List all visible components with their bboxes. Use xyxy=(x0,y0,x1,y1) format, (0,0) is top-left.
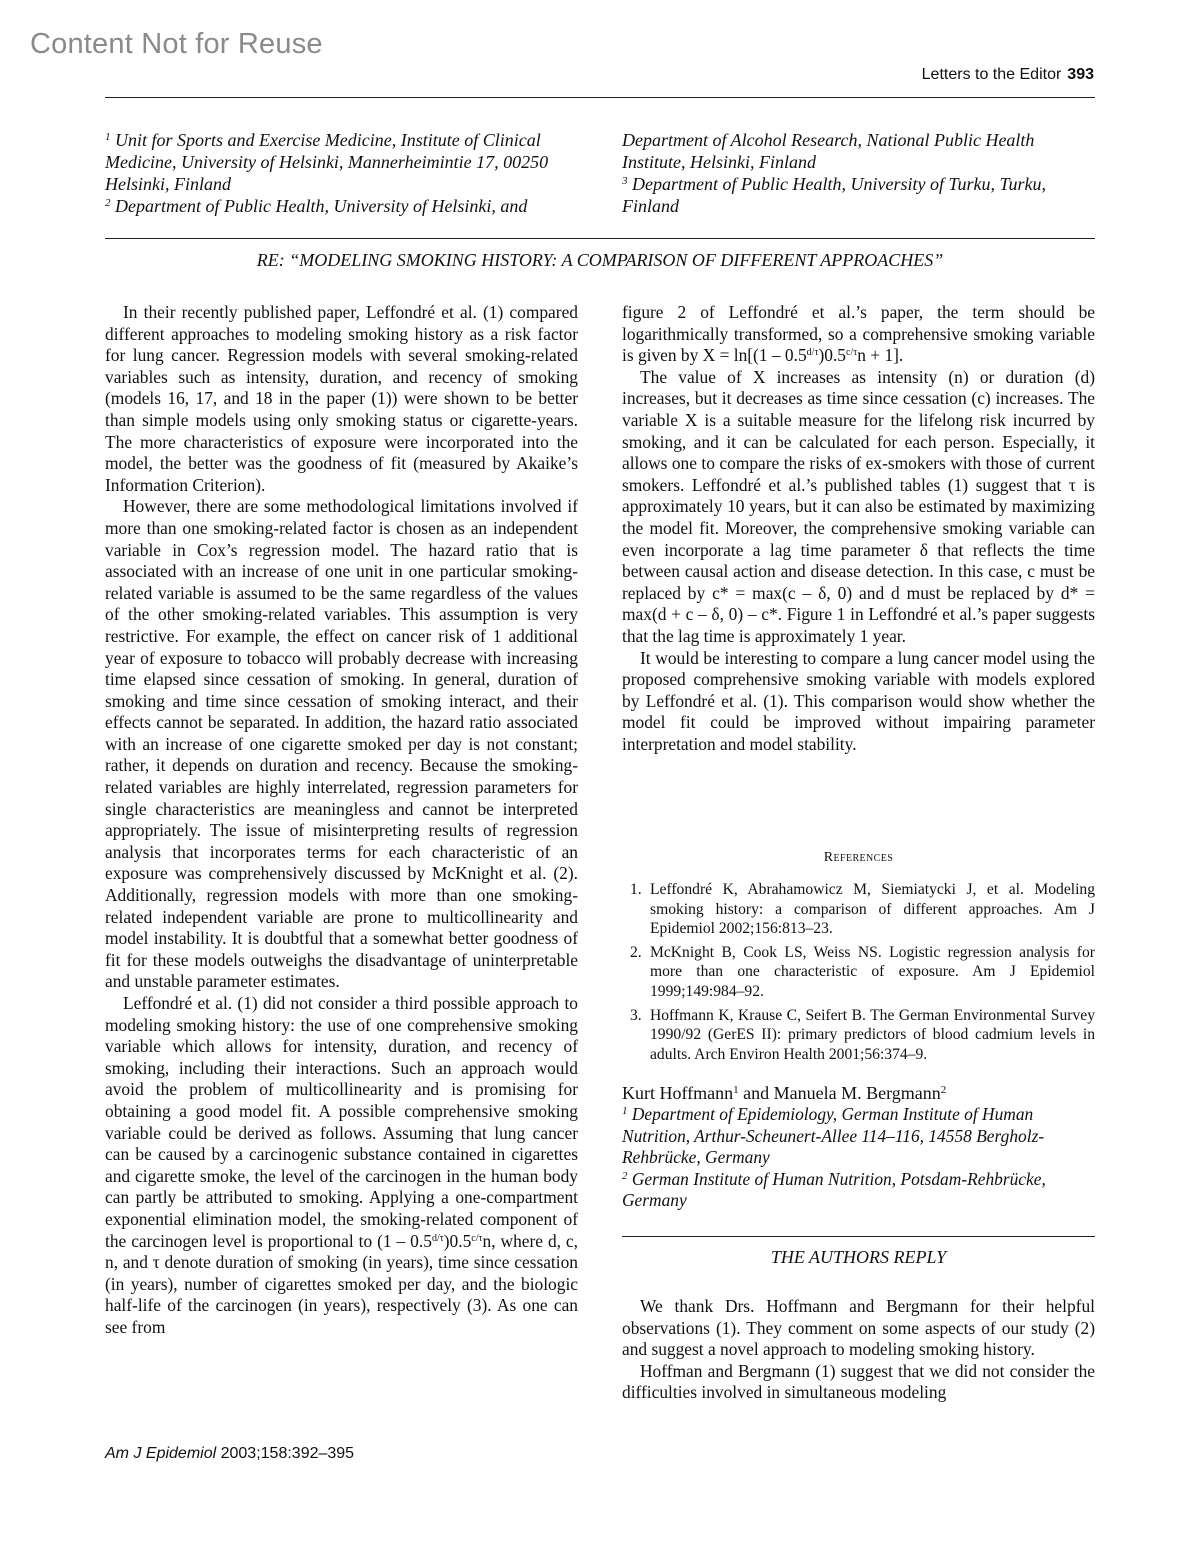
reply-body xyxy=(622,1296,1095,1404)
reply-paragraph-1: We thank Drs. Hoffmann and Bergmann for their helpful observations (1). They comment on some aspects of our study (2) and suggest a novel approach to modeling smoking history. xyxy=(622,1296,1095,1360)
reference-item: 1. Leffondré K, Abrahamowicz M, Siemiatycki J, et al. Modeling smoking history: a comparison of different approaches. Am J Epidemiol 2002;156:813–23. xyxy=(630,881,1095,938)
watermark: Content Not for Reuse xyxy=(30,28,323,60)
references-heading: References xyxy=(823,850,894,865)
header-rule xyxy=(105,97,1095,98)
reply-paragraph-2: Hoffman and Bergmann (1) suggest that we did not consider the difficulties involved in simultaneous modeling xyxy=(622,1360,1095,1403)
page-number: 393 xyxy=(1067,66,1094,83)
letter-title: RE: “MODELING SMOKING HISTORY: A COMPARISON OF DIFFERENT APPROACHES” xyxy=(256,250,944,270)
left-paragraph-2: However, there are some methodological limitations involved if more than one smoking-related factor is chosen as an independent variable in Cox’s regression model. The hazard ratio that is associated with an increase of one unit in one particular smoking-related variable is assumed to be the same regardless of the values of the other smoking-related variables. This assumption is very restrictive. For example, the effect on cancer risk of 1 additional year of exposure to tobacco will probably decrease with increasing time elapsed since cessation of smoking. In general, duration of smoking and time since cessation of smoking interact, and their effects cannot be separated. In addition, the hazard ratio associated with an increase of one cigarette smoked per day is not constant; rather, it depends on duration and recency. Because the smoking-related variables are highly interrelated, regression parameters for single characteristics are meaningless and cannot be interpreted appropriately. The issue of misinterpreting results of regression analysis that incorporates terms for each characteristic of an exposure was comprehensively discussed by McKnight et al. (2). Additionally, regression models with more than one smoking-related independent variable are prone to multicollinearity and model instability. It is doubtful that a somewhat better goodness of fit for these models outweighs the disadvantage of uninterpretable and unstable parameter estimates. xyxy=(105,496,578,992)
reply-title: THE AUTHORS REPLY xyxy=(770,1247,947,1267)
reply-rule xyxy=(622,1236,1095,1237)
title-rule xyxy=(105,238,1095,239)
reference-list xyxy=(622,880,1095,1068)
reference-item: 3. Hoffmann K, Krause C, Seifert B. The German Environmental Survey 1990/92 (GerES II): primary predictors of blood cadmium levels in adults. Arch Environ Health 2001;56:374–9. xyxy=(630,1006,1095,1063)
journal-footer: Am J Epidemiol 2003;158:392–395 xyxy=(105,1445,355,1462)
affiliations-left xyxy=(105,129,585,217)
affiliation-2: $^2$ Department of Public Health, University of Helsinki, and xyxy=(105,196,528,216)
left-paragraph-1: In their recently published paper, Leffondré et al. (1) compared different approaches to modeling smoking history as a risk factor for lung cancer. Regression models with several smoking-related variables such as intensity, duration, and recency of smoking (models 16, 17, and 18 in the paper (1)) were shown to be better than simple models using only smoking status or cigarette-years. The more characteristics of exposure were incorporated into the model, the better was the goodness of fit (measured by Akaike’s Information Criterion). xyxy=(105,302,578,495)
reference-item: 2. McKnight B, Cook LS, Weiss NS. Logistic regression analysis for more than one characteristic of exposure. Am J Epidemiol 1999;149:984–92. xyxy=(630,943,1095,1000)
author-affiliation-1: $^1$ Department of Epidemiology, German Institute of Human Nutrition, Arthur-Scheunert-Allee 114–116, 14558 Bergholz-Rehbrücke, Germany xyxy=(622,1104,1045,1168)
affiliation-1: $^1$ Unit for Sports and Exercise Medicine, Institute of Clinical Medicine, University of Helsinki, Mannerheimintie 17, 00250 Helsinki, Finland xyxy=(105,130,549,194)
affiliation-2-cont: Department of Alcohol Research, National Public Health Institute, Helsinki, Finland xyxy=(622,130,1035,172)
section-label: Letters to the Editor xyxy=(921,66,1062,83)
affiliation-3: $^3$ Department of Public Health, University of Turku, Turku, Finland xyxy=(622,174,1046,216)
author-names: Kurt Hoffmann$^1$ and Manuela M. Bergmann$^2$ xyxy=(622,1083,947,1103)
signature-block xyxy=(622,1082,1095,1212)
left-paragraph-3: Leffondré et al. (1) did not consider a third possible approach to modeling smoking history: the use of one comprehensive smoking variable which allows for intensity, duration, and recency of smoking, including their interactions. Such an approach would avoid the problem of multicollinearity and is promising for obtaining a good model fit. A possible comprehensive smoking variable could be derived as follows. Assuming that lung cancer can be caused by a carcinogenic substance contained in cigarettes and cigarette smoke, the level of the carcinogen in the human body can partly be attributed to smoking. Applying a one-compartment exponential elimination model, the smoking-related component of the carcinogen level is proportional to $(1 - 0.5^{d/\tau})0.5^{c/\tau}n$, where d, c, n, and τ denote duration of smoking (in years), time since cessation (in years), number of cigarettes smoked per day, and the biologic half-life of the carcinogen (in years), respectively (3). As one can see from xyxy=(105,993,578,1337)
author-affiliation-2: $^2$ German Institute of Human Nutrition, Potsdam-Rehbrücke, Germany xyxy=(622,1168,1046,1211)
right-column xyxy=(622,302,1095,755)
affiliations-right xyxy=(622,129,1097,217)
right-paragraph-3: It would be interesting to compare a lung cancer model using the proposed comprehensive smoking variable with models explored by Leffondré et al. (1). This comparison would show whether the model fit could be improved without impairing parameter interpretation and model stability. xyxy=(622,647,1095,754)
right-paragraph-1: figure 2 of Leffondré et al.’s paper, the term should be logarithmically transformed, so a comprehensive smoking variable is given by $X = \ln[(1 - 0.5^{d/\tau})0.5^{c/\tau}n + 1]$. xyxy=(622,302,1095,366)
left-column xyxy=(105,302,578,1339)
running-head xyxy=(922,66,1094,84)
right-paragraph-2: The value of X increases as intensity (n) or duration (d) increases, but it decreases as time since cessation (c) increases. The variable X is a suitable measure for the lifelong risk incurred by smoking, and it can be calculated for each person. Especially, it allows one to compare the risks of ex-smokers with those of current smokers. Leffondré et al.’s published tables (1) suggest that τ is approximately 10 years, but it can also be estimated by maximizing the model fit. Moreover, the comprehensive smoking variable can even incorporate a lag time parameter δ that reflects the time between causal action and disease detection. In this case, c must be replaced by c* = max(c – δ, 0) and d must be replaced by d* = max(d + c – δ, 0) – c*. Figure 1 in Leffondré et al.’s paper suggests that the lag time is approximately 1 year. xyxy=(622,366,1095,646)
